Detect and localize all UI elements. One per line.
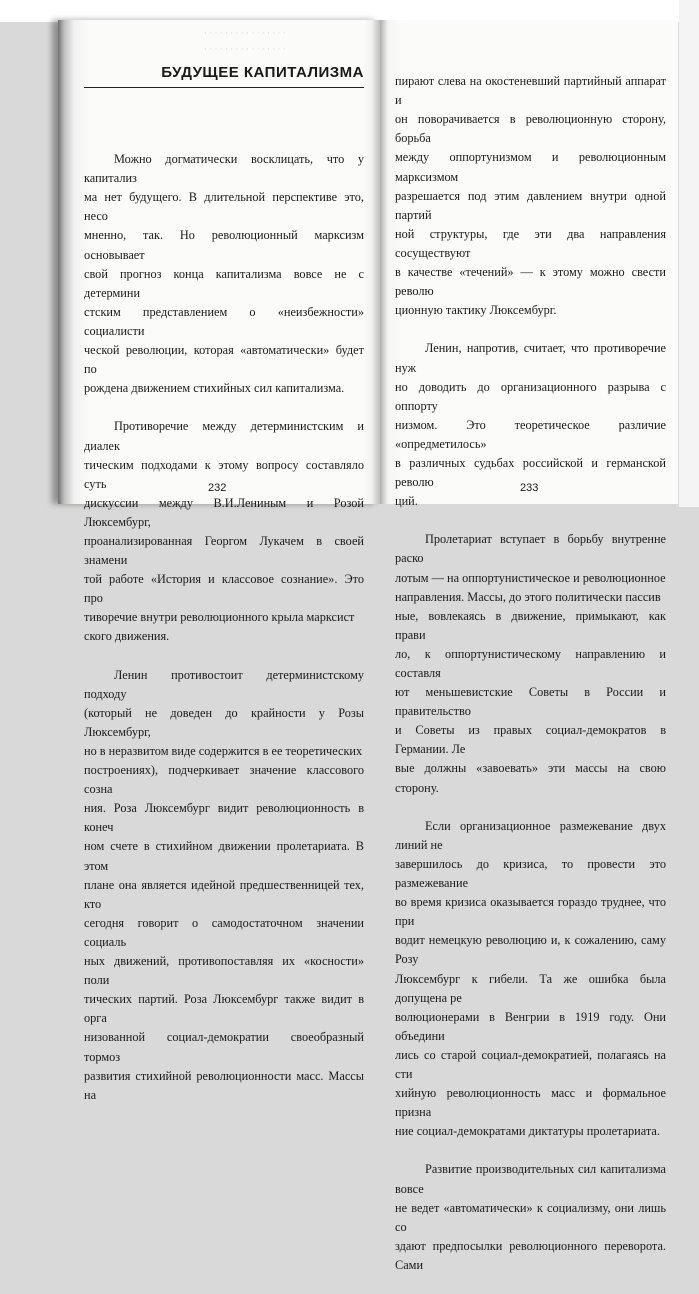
scan-background-top	[0, 0, 699, 22]
page-number: 233	[520, 482, 539, 494]
page-number: 232	[208, 482, 227, 494]
paragraph: Можно догматически восклицать, что у капитализ ма нет будущего. В длительной перспективе это, несо мненно, так. Но революционный марксизм основывает свой прогноз конца капитализма вовсе не с детермини стским представлением о «неизбежности» социалисти ческой революции, которая «автоматически» будет по рождена движением стихийных сил капитализма.	[84, 152, 364, 396]
paragraph: Если организационное размежевание двух линий не завершилось до кризиса, то провести это размежевание во время кризиса оказывается гораздо труднее, что при водит немецкую революцию и, к сожалению, саму Розу Люксембург к гибели. Та же ошибка была допущена ре волюционерами в Венгрии в 1919 году. Они объедини лись со старой социал-демократией, полагаясь на сти хийную революционность масс и формальное призна ние социал-демократами диктатуры пролетариата.	[395, 818, 666, 1139]
chapter-title: БУДУЩЕЕ КАПИТАЛИЗМА	[161, 64, 364, 81]
bleed-through-text: · · · · · · · · · · · · · · · ·	[204, 44, 286, 54]
paragraph: Пролетариат вступает в борьбу внутренне раско лотым — на оппортунистическое и революционное направления. Массы, до этого политически пассив ные, вовлекаясь в движение, примыкают, как прави ло, к оппортунистическому направлению и составля ют меньшевистские Советы в России и правительство и Советы из правых социал-демократов в Германии. Ле вые должны «завоевать» эти массы на свою сторону.	[395, 532, 666, 795]
scan-background-right	[679, 0, 699, 507]
title-rule	[84, 87, 364, 88]
paragraph: Ленин противостоит детерминистскому подходу (который не доведен до крайности у Розы Люксембург, но в неразвитом виде содержится в ее теоретических построениях), подчеркивает значение классового созна ния. Роза Люксембург видит революционность в конеч ном счете в стихийном движении пролетариата. В этом плане она является идейной предшественницей тех, кто сегодня говорит о самодостаточном значении социаль ных движений, противопоставляя их «косности» поли тических партий. Роза Люксембург также видит в орга низованной социал-демократии своеобразный тормоз развития стихийной революционности масс. Массы на	[84, 667, 364, 1102]
bleed-through-text: · · · · · · · · · · · · · · · ·	[204, 28, 286, 38]
book-gutter	[372, 20, 388, 504]
paragraph: Развитие производительных сил капитализма вовсе не ведет «автоматически» к социализму, они лишь со здают предпосылки революционного переворота. Сами	[395, 1162, 666, 1272]
paragraph: пирают слева на окостеневший партийный аппарат и он поворачивается в революционную сторону, борьба между оппортунизмом и революционным марксизмом разрешается под этим давлением внутри одной партий ной структуры, где эти два направления сосуществуют в качестве «течений» — к этому можно свести револю ционную тактику Люксембург.	[395, 74, 666, 318]
paragraph: Ленин, напротив, считает, что противоречие нуж но доводить до организационного разрыва с оппорту низмом. Это теоретическое различие «опредметилось» в различных судьбах российской и германской револю ций.	[395, 341, 666, 509]
paragraph: Противоречие между детерминистским и диалек тическим подходами к этому вопросу составляло суть дискуссии между В.И.Лениным и Розой Люксембург, проанализированная Георгом Лукачем в своей знамени той работе «История и классовое сознание». Это про тиворечие внутри революционного крыла марксист ского движения.	[84, 419, 364, 644]
left-page-text	[84, 131, 364, 1124]
right-page-text	[395, 53, 666, 1294]
